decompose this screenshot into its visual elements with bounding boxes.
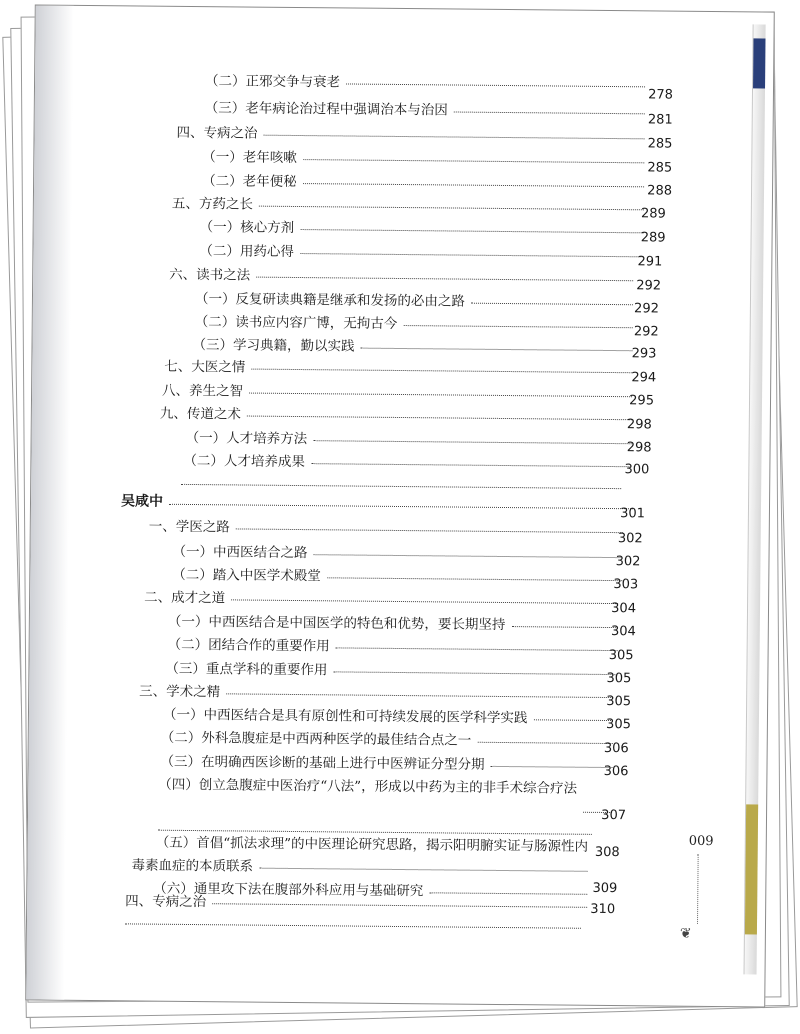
toc-entry-title: （一）老年咳嗽 [202,149,297,166]
toc-entry-title: （二）踏入中医学术殿堂 [172,566,321,585]
toc-entry-title: 吴咸中 [120,493,164,510]
toc-entry-title: （三）学习典籍，勤以实践 [192,337,355,355]
toc-page-number: 304 [611,601,637,617]
toc-entry-title: （一）核心方剂 [199,219,295,236]
toc-page-number: 303 [613,577,639,593]
toc-entry [176,112,796,152]
toc-entry-title: （一）中西医结合是中国医学的特色和优势，要长期坚持 [167,613,506,634]
toc-page-number: 300 [624,462,650,478]
dot-leader [454,111,645,114]
toc-entry [204,87,800,124]
toc-entry-title: （二）用药心得 [199,243,295,260]
toc-entry-title: 九、传道之术 [159,405,241,423]
toc-entry-title: （二）读书应内容广博，无拘古今 [194,314,398,332]
toc-page-number: 302 [615,554,641,570]
toc-page-number: 305 [606,716,631,733]
toc-entry-title: 五、方药之长 [171,195,253,213]
toc-entry [167,624,788,664]
dot-leader [264,135,645,140]
dot-leader [256,277,633,282]
toc-entry-title: （二）老年便秘 [202,173,297,190]
toc-entry-title: （一）中西医结合是具有原创性和可持续发展的医学科学实践 [162,706,528,727]
dot-leader [249,393,632,398]
dot-leader [303,183,644,187]
toc-page-number: 308 [594,844,620,861]
toc-page-number: 293 [631,346,657,362]
toc-page-number: 306 [603,763,629,780]
toc-page-number: 301 [620,506,646,522]
toc-entry-title: （三）老年病论治过程中强调治本与治因 [204,100,448,119]
dot-leader [314,554,623,558]
toc-entry-title: （二）团结合作的重要作用 [167,636,330,655]
toc-entry-title: 二、成才之道 [144,589,226,607]
toc-page-number: 281 [647,112,673,128]
toc-entry-title: （一）中西医结合之路 [172,543,308,562]
toc-page-number: 294 [631,370,657,386]
dot-leader [327,577,622,581]
toc-entry-title: （二）人才培养成果 [183,452,305,471]
toc-entry-title: 六、读书之法 [169,266,251,284]
toc-page-number: 307 [601,807,627,824]
dot-leader [260,868,588,872]
page-number: 009 [688,833,714,850]
toc-page-number: 310 [590,901,616,918]
toc-page-number: 305 [606,693,632,710]
dot-leader [236,528,623,533]
dot-leader [311,463,631,467]
toc-entry-title: 四、专病之治 [176,124,258,142]
dot-leader [300,253,643,257]
dot-leader [259,206,644,211]
toc-entry-title: 七、大医之情 [164,358,246,376]
toc-page-number: 305 [608,648,634,664]
dot-leader [301,229,644,233]
toc-page-number: 288 [647,183,673,199]
toc-entry-title: （五）首倡“抓法求理”的中医理论研究思路，揭示阳明腑实证与肠源性内 [155,834,589,855]
dot-leader [404,325,633,328]
toc-entry-title: （一）反复研读典籍是继承和发扬的必由之路 [194,291,466,310]
toc-entry-title: 一、学医之路 [148,518,230,536]
toc-page-number: 292 [636,278,662,294]
dot-leader [333,671,617,675]
toc-page-number: 289 [640,206,666,222]
dot-leader [251,369,632,374]
toc-entry-title: （六）通里攻下法在腹部外科应用与基础研究 [153,880,424,900]
dot-leader [231,599,618,604]
toc-page-number: 291 [637,254,663,270]
toc-entry-title: 四、专病之治 [125,893,207,911]
dot-leader [336,647,618,651]
toc-entry [169,254,789,294]
toc-entry-title: 三、学术之精 [139,683,221,701]
dot-leader [346,83,645,87]
toc-page-number: 302 [617,531,643,547]
toc-page [25,4,775,1007]
toc-page-number: 304 [610,624,636,640]
dot-leader [212,903,587,908]
page-shadow [26,5,74,999]
toc-entry [144,577,764,617]
dot-leader [125,923,581,928]
dot-leader [303,159,644,163]
toc-entry-title: （一）人才培养方法 [185,429,308,448]
toc-page-number: 292 [633,324,659,340]
toc-entry-title: （二）外科急腹症是中西两种医学的最佳结合点之一 [160,729,472,749]
toc-entry-title: 毒素血症的本质联系 [131,857,254,875]
toc-page-number: 295 [629,393,655,409]
toc-page-number: 292 [634,301,659,317]
toc-entry [199,230,800,270]
toc-page-number: 285 [647,136,673,152]
toc-entry [199,206,800,246]
toc-entry-title: （四）创立急腹症中医治疗“八法”，形成以中药为主的非手术综合疗法 [158,776,578,797]
dot-leader [471,303,633,306]
toc-page-number: 309 [592,880,618,897]
toc-entry-title: （三）在明确西医诊断的基础上进行中医辨证分型分期 [160,753,485,773]
toc-entry-title: 八、养生之智 [162,382,244,400]
toc-page-number: 305 [606,670,632,687]
toc-page-number: 289 [640,230,666,246]
toc-entry-title: （三）重点学科的重要作用 [165,660,328,679]
toc-page-number: 298 [626,417,652,433]
toc-entry [205,69,800,97]
toc-page-number: 278 [648,87,674,103]
toc-entry [148,506,769,543]
dot-leader [247,416,632,421]
dot-leader [169,504,633,509]
ornament-icon: ❦ [679,925,692,942]
toc-page-number: 285 [647,160,673,176]
dot-leader [314,440,632,444]
toc-entry [202,136,800,176]
toc-section-heading [121,490,741,518]
toc-page-number: 298 [626,440,652,456]
dot-leader [181,484,621,489]
toc-entry [159,393,780,433]
dot-leader [361,348,633,352]
toc-page-number: 306 [603,740,629,757]
toc-entry-title: （二）正邪交争与衰老 [204,73,341,91]
dot-leader [226,693,613,698]
